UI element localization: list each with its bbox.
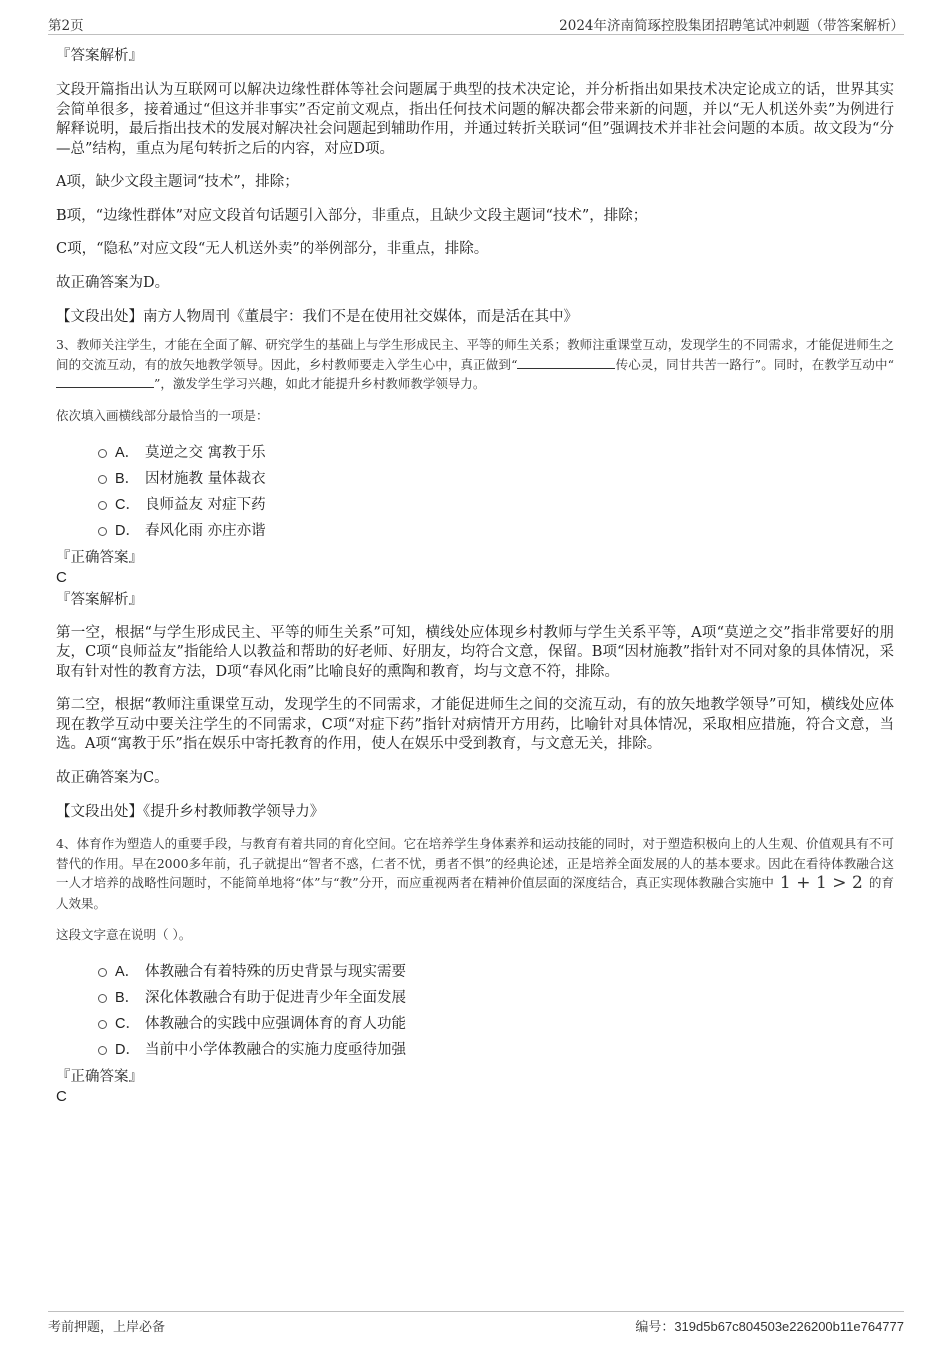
correct-answer: C: [56, 1088, 67, 1105]
question-text: 3、教师关注学生，才能在全面了解、研究学生的基础上与学生形成民主、平等的师生关系；教师注重课堂互动，发现学生的不同需求，才能促进师生之间的交流互动，有的放矢地教学领导。因此，乡村教师要走入学生心中，真正做到“ 传心灵，同甘共苦一路行”。同时，在教学互动中“”，激发学生学习兴趣，如此才能提升乡村教师教学领导力。: [56, 337, 894, 391]
document-title: 2024年济南简琢控股集团招聘笔试冲刺题（带答案解析）: [559, 18, 904, 34]
page-header: [48, 12, 904, 35]
answer-conclusion: 故正确答案为C。: [56, 769, 169, 786]
option-c[interactable]: C． 良师益友 对症下药: [56, 492, 894, 518]
answer-conclusion: 故正确答案为D。: [56, 274, 170, 291]
option-a[interactable]: A． 莫逆之交 寓教于乐: [56, 440, 894, 466]
option-b[interactable]: B． 因材施教 量体裁衣: [56, 466, 894, 492]
radio-icon[interactable]: [98, 994, 107, 1003]
footer-slogan: 考前押题，上岸必备: [48, 1320, 166, 1335]
question-4: [56, 834, 894, 1107]
page-content: [56, 44, 894, 1107]
answer-options: [56, 959, 894, 1063]
fill-blank: [56, 375, 154, 388]
option-c[interactable]: C． 体教融合的实践中应强调体育的育人功能: [56, 1011, 894, 1037]
question-2-analysis: [56, 46, 894, 327]
correct-answer-label: 『正确答案』: [56, 549, 143, 566]
analysis-label: 『答案解析』: [56, 48, 143, 64]
analysis-paragraph: B项，“边缘性群体”对应文段首句话题引入部分，非重点，且缺少文段主题词“技术”，排除；: [56, 207, 648, 224]
analysis-paragraph: C项，“隐私”对应文段“无人机送外卖”的举例部分，非重点，排除。: [56, 241, 489, 257]
radio-icon[interactable]: [98, 968, 107, 977]
option-a[interactable]: A． 体教融合有着特殊的历史背景与现实需要: [56, 959, 894, 985]
question-prompt: 依次填入画横线部分最恰当的一项是：: [56, 407, 269, 423]
option-b[interactable]: B． 深化体教融合有助于促进青少年全面发展: [56, 985, 894, 1011]
page-number: 第2页: [48, 18, 84, 34]
math-expression: 1 + 1 > 2: [779, 873, 863, 893]
radio-icon[interactable]: [98, 475, 107, 484]
text-source: 【文段出处】南方人物周刊《董晨宇：我们不是在使用社交媒体，而是活在其中》: [56, 309, 578, 325]
question-prompt: 这段文字意在说明（ ）。: [56, 927, 192, 942]
analysis-paragraph: 第二空，根据“教师注重课堂互动，发现学生的不同需求，才能促进师生之间的交流互动，有的放矢地教学领导”可知，横线处应体现在教学互动中要关注学生的不同需求，C项“对症下药”指针对病情开方用药，比喻针对具体情况，采取相应措施，符合文意，当选。A项“寓教于乐”指在娱乐中寄托教育的作用，使人在娱乐中受到教育，与文意无关，排除。: [56, 697, 894, 752]
option-d[interactable]: D． 春风化雨 亦庄亦谐: [56, 518, 894, 544]
correct-answer: C: [56, 568, 67, 586]
document-code: 编号：319d5b67c804503e226200b11e764777: [635, 1319, 904, 1334]
analysis-paragraph: 文段开篇指出认为互联网可以解决边缘性群体等社会问题属于典型的技术决定论，并分析指出如果技术决定论成立的话，世界其实会简单很多，接着通过“但这并非事实”否定前文观点，指出任何技术问题的解决都会带来新的问题，并以“无人机送外卖”为例进行解释说明，最后指出技术的发展对解决社会问题起到辅助作用，并通过转折关联词“但”强调技术并非社会问题的本质。故文段为“分—总”结构，重点为尾句转折之后的内容，对应D项。: [56, 82, 894, 157]
text-source: 【文段出处】《提升乡村教师教学领导力》: [56, 804, 325, 820]
radio-icon[interactable]: [98, 501, 107, 510]
page-footer: [48, 1311, 904, 1336]
answer-options: [56, 440, 894, 544]
analysis-paragraph: 第一空，根据“与学生形成民主、平等的师生关系”可知，横线处应体现乡村教师与学生关系平等，A项“莫逆之交”指非常要好的朋友，C项“良师益友”指能给人以教益和帮助的好老师、好朋友，均符合文意，保留。B项“因材施教”指针对不同对象的具体情况，采取有针对性的教育方法，D项“春风化雨”比喻良好的熏陶和教育，均与文意不符，排除。: [56, 624, 894, 680]
question-3: [56, 335, 894, 822]
analysis-label: 『答案解析』: [56, 591, 143, 608]
radio-icon[interactable]: [98, 1020, 107, 1029]
radio-icon[interactable]: [98, 527, 107, 536]
radio-icon[interactable]: [98, 1046, 107, 1055]
analysis-paragraph: A项，缺少文段主题词“技术”，排除；: [56, 174, 299, 190]
correct-answer-label: 『正确答案』: [56, 1069, 143, 1085]
question-text: 4、体育作为塑造人的重要手段，与教育有着共同的育化空间。它在培养学生身体素养和运动技能的同时，对于塑造积极向上的人生观、价值观具有不可替代的作用。早在2000多年前，孔子就提出“智者不惑，仁者不忧，勇者不惧”的经典论述，正是培养全面发展的人的基本要求。因此在看待体教融合这一人才培养的战略性问题时，不能简单地将“体”与“教”分开，而应重视两者在精神价值层面的深度结合，真正实现体教融合实施中 1 + 1 > 2 的育人效果。: [56, 836, 894, 911]
option-d[interactable]: D． 当前中小学体教融合的实施力度亟待加强: [56, 1037, 894, 1063]
fill-blank: [517, 356, 615, 369]
radio-icon[interactable]: [98, 449, 107, 458]
